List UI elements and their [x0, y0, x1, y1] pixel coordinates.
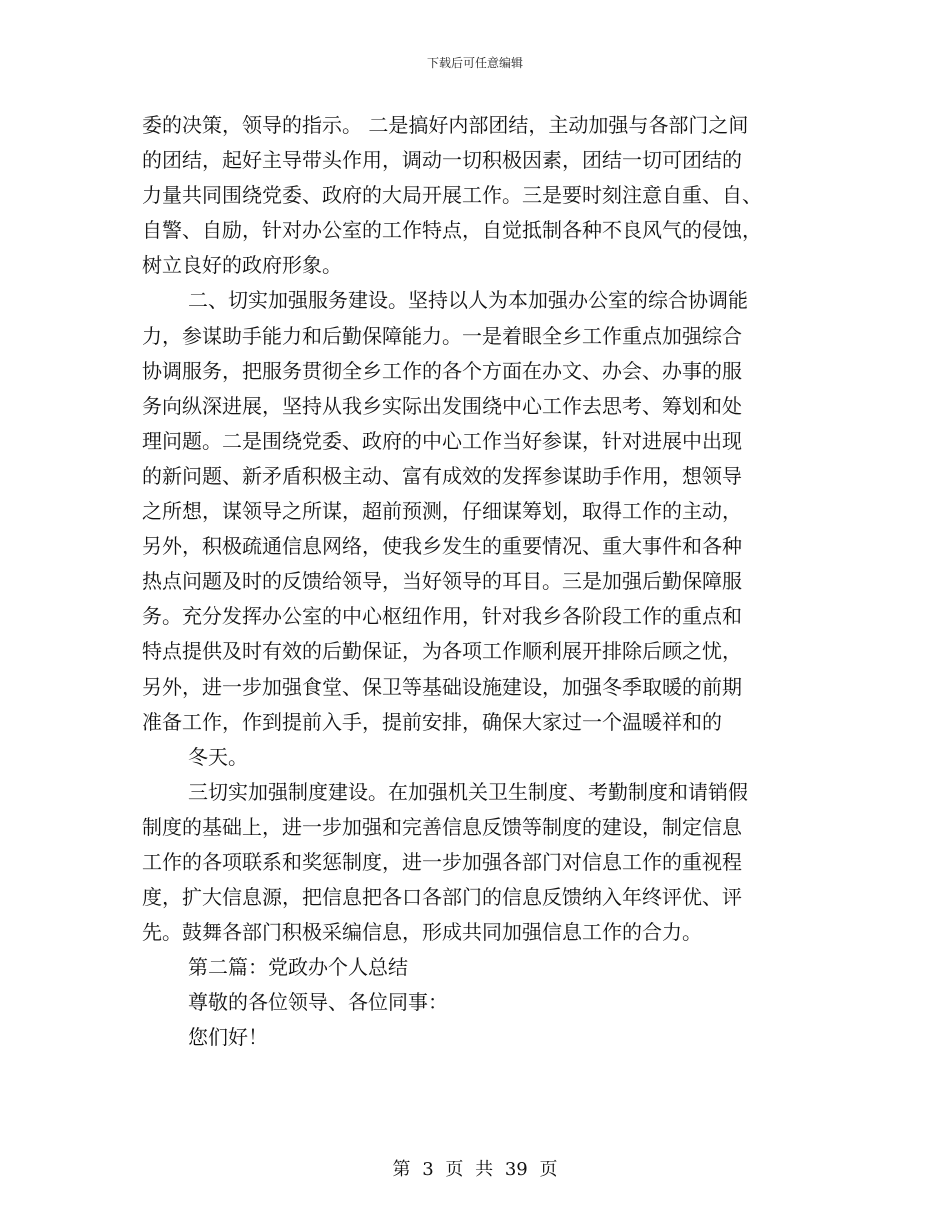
- text-line: 的团结，起好主导带头作用，调动一切积极因素，团结一切可团结的: [142, 148, 742, 173]
- text-line: 委的决策，领导的指示。 二是搞好内部团结，主动加强与各部门之间: [142, 113, 749, 137]
- text-line: 的新问题、新矛盾积极主动、富有成效的发挥参谋助手作用，想领导: [142, 463, 742, 488]
- text-line: 您们好！: [188, 1025, 268, 1050]
- text-line: 特点提供及时有效的后勤保证，为各项工作顺利展开排除后顾之忧，: [142, 639, 742, 664]
- text-line: 务向纵深进展，坚持从我乡实际出发围绕中心工作去思考、筹划和处: [142, 393, 742, 418]
- text-line: 度，扩大信息源，把信息把各口各部门的信息反馈纳入年终评优、评: [142, 885, 742, 910]
- page-header: 下载后可任意编辑: [426, 56, 523, 70]
- text-line: 另外，积极疏通信息网络，使我乡发生的重要情况、重大事件和各种: [142, 534, 742, 559]
- text-line: 另外，进一步加强食堂、保卫等基础设施建设，加强冬季取暖的前期: [142, 674, 742, 699]
- text-line: 力量共同围绕党委、政府的大局开展工作。三是要时刻注意自重、自、: [142, 183, 762, 208]
- text-line: 树立良好的政府形象。: [142, 253, 342, 278]
- text-line: 力，参谋助手能力和后勤保障能力。一是着眼全乡工作重点加强综合: [142, 323, 742, 348]
- text-line: 协调服务，把服务贯彻全乡工作的各个方面在办文、办会、办事的服: [142, 358, 742, 383]
- document-body: [142, 108, 804, 1056]
- text-line: 尊敬的各位领导、各位同事：: [188, 990, 448, 1015]
- text-line: 冬天。: [188, 744, 248, 769]
- text-line: 热点问题及时的反馈给领导，当好领导的耳目。三是加强后勤保障服: [142, 569, 742, 594]
- text-line: 务。充分发挥办公室的中心枢纽作用，针对我乡各阶段工作的重点和: [142, 604, 742, 629]
- text-line: 三切实加强制度建设。在加强机关卫生制度、考勤制度和请销假: [188, 779, 748, 804]
- text-line: 先。鼓舞各部门积极采编信息，形成共同加强信息工作的合力。: [142, 920, 702, 945]
- text-line: 之所想，谋领导之所谋，超前预测，仔细谋筹划，取得工作的主动，: [142, 499, 742, 524]
- text-line: 理问题。二是围绕党委、政府的中心工作当好参谋，针对进展中出现: [142, 428, 742, 453]
- text-line: 二、切实加强服务建设。坚持以人为本加强办公室的综合协调能: [188, 288, 748, 313]
- text-line: 准备工作，作到提前入手，提前安排，确保大家过一个温暖祥和的: [142, 709, 722, 734]
- text-line: 工作的各项联系和奖惩制度，进一步加强各部门对信息工作的重视程: [142, 849, 742, 874]
- text-line: 第二篇：党政办个人总结: [188, 955, 408, 980]
- page-footer: 第 3 页 共 39 页: [392, 1159, 558, 1180]
- text-line: 自警、自励，针对办公室的工作特点，自觉抵制各种不良风气的侵蚀，: [142, 218, 762, 243]
- text-line: 制度的基础上，进一步加强和完善信息反馈等制度的建设，制定信息: [142, 814, 742, 839]
